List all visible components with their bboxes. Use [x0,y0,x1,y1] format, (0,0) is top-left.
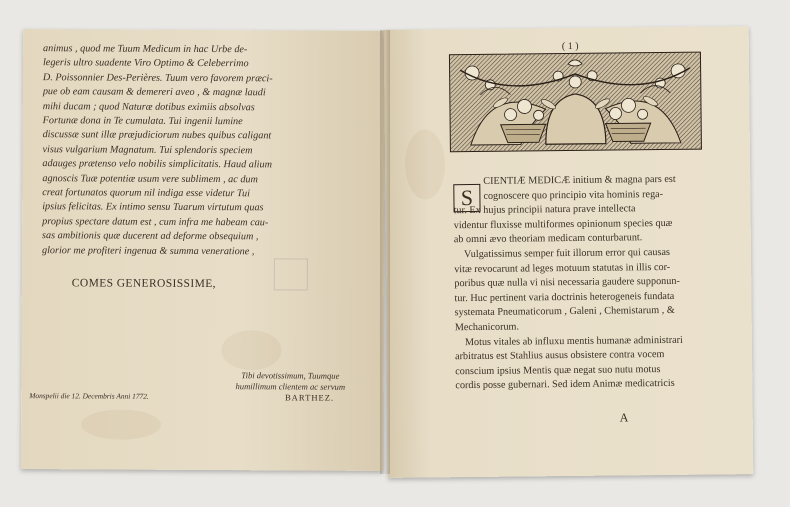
text-line: discussæ sunt illæ præjudiciorum nubes quibus caligant [42,129,272,142]
text-line: videntur fluxisse multiformes opinionum species quæ [453,217,673,231]
left-page [21,29,385,471]
text-line: Motus vitales ab influxu mentis humanæ administrari [464,334,683,348]
floral-baskets-woodcut-icon [449,52,702,153]
text-line: arbitratus est Stahlius ausus obsistere contra vocem [455,349,665,363]
closing-line: Tibi devotissimum, Tuumque [241,370,340,381]
text-line: adauges prætenso velo nobilis simplicitatis. Haud alium [42,158,272,171]
text-line: cognoscere quo principio vita hominis rega- [483,188,664,202]
closing-line: humillimum clientem ac servum [235,381,346,392]
text-line: pue ob eam causam & demereri aveo , & magnæ laudi [42,86,266,99]
text-line: systemata Pneumaticorum , Galeni , Chemistarum , & [454,305,675,319]
text-line: visus vulgarium Magnatum. Tui splendoris speciem [42,144,253,157]
body-text [453,172,745,394]
text-line: Fortunæ dona in Te cumulata. Tui ingenii lumine [42,115,243,128]
text-line: Mechanicorum. [454,321,520,334]
text-line: Vulgatissimus semper fuit illorum error qui causas [463,246,671,261]
salutation: COMES GENEROSISSIME, [71,277,216,291]
text-line: mihi ducam ; quod Naturæ dotibus eximiis absolvas [42,100,255,113]
right-page [384,26,754,478]
signature-mark: A [619,410,629,425]
text-line: CIENTIÆ MEDICÆ initium & magna pars est [483,173,676,187]
text-line: cordis posse gubernari. Sed idem Animæ medicatricis [455,378,675,392]
text-line: poribus quæ nulla vi nisi necessaria gaudere supponun- [454,275,680,290]
text-line: propius spectare datum est , cum infra me habeam cau- [42,216,269,229]
text-line: agnoscis Tuæ potentiæ usum vere sublimem , ac dum [42,172,258,185]
text-line: conscium ipsius Mentis quæ negat suo nutu motus [455,363,661,377]
text-line: vitæ revocarunt ad leges motuum statutas in illis cor- [454,261,671,275]
book-gutter [380,30,390,474]
closing-block [206,370,374,404]
text-line: creat fortunatos quorum nil indiga esse videtur Tui [42,187,250,200]
dateline: Monspelii die 12. Decembris Anni 1772. [29,391,149,401]
text-line: tur. Ex hujus principii natura prave intellecta [453,203,636,217]
text-line: D. Poissonnier Des-Perières. Tuum vero favorem præci- [42,71,273,85]
text-line: ipsius felicitas. Ex intimo sensu Tuarum virtutum quas [42,201,264,214]
bleed-through-mark [274,258,308,290]
text-line: sas ambitionis quæ ducerent ad deforme obsequium , [42,230,259,243]
text-line: glorior me profiteri ingenua & summa veneratione , [41,244,255,257]
dedication-text [42,42,371,260]
text-line: legeris ultro suadente Viro Optimo & Celeberrimo [42,57,249,70]
page-number: ( 1 ) [561,40,579,53]
text-line: ab omni ævo theoriam medicam conturbarunt. [453,232,643,246]
text-line: tur. Huc pertinent varia doctrinis heterogeneis fundata [454,290,675,304]
text-line: animus , quod me Tuum Medicum in hac Urbe de- [43,43,248,56]
author-name: BARTHEZ. [284,392,335,403]
drop-cap: S [453,184,480,212]
